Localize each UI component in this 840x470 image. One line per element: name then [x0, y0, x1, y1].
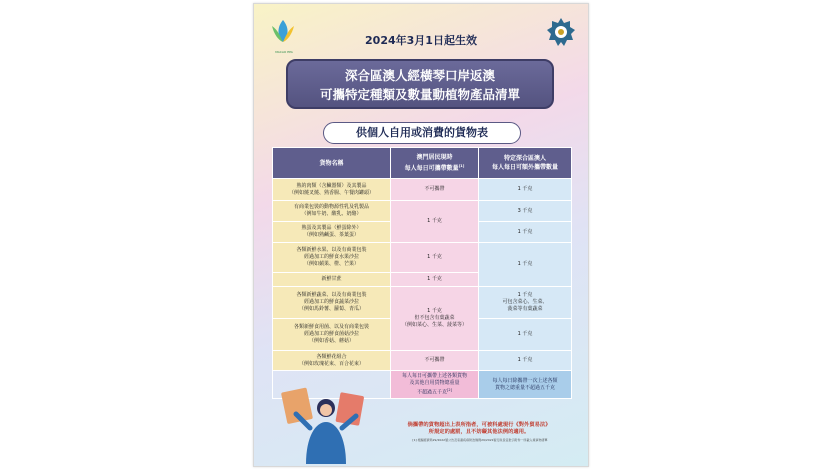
- row-current-merged: 1 千克: [391, 201, 479, 243]
- row-extra: 1 千克: [479, 179, 572, 201]
- goods-table: [272, 147, 572, 399]
- row-name: 各類鮮花組合 （例如玫瑰花束、百合花束）: [273, 351, 391, 371]
- row-current: 1 千克: [391, 243, 479, 273]
- row-current: 1 千克: [391, 273, 479, 287]
- main-title-line1: 深合區澳人經橫琴口岸返澳: [344, 68, 495, 83]
- total-extra: 每人每日除攜帶一次上述各類 貨物之總重量不超過五千克: [479, 371, 572, 399]
- row-name: 各類新鮮水果、以及有商業包裝 經過加工的鮮食水果沙拉 （例如蘋果、橙、芒果）: [273, 243, 391, 273]
- row-extra: 1 千克: [479, 319, 572, 351]
- row-name: 有商業包裝的動物源性乳及乳製品 （例如牛奶、酸乳、奶酪）: [273, 201, 391, 222]
- row-current-merged: 1 千克 但不包含有葉蔬菜 （例如菜心、生菜、菠菜等）: [391, 287, 479, 351]
- total-current: 每人每日可攜帶上述各類貨物 及其他自用貨物總重量 不超過五千克[2]: [391, 371, 479, 399]
- org-label: MACAO EPA: [275, 50, 293, 54]
- section-title: 供個人自用或消費的貨物表: [323, 122, 521, 144]
- legal-footnote: [1] 根據經濟局29/2022號公告及家畜疾病防治條例29/2021號行政長官批示附件一所載入境貨物清單: [412, 438, 548, 442]
- header-goods-name: 貨物名稱: [273, 148, 391, 179]
- row-current: 不可攜帶: [391, 179, 479, 201]
- row-extra: 1 千克: [479, 222, 572, 243]
- row-name: 各類新鮮食用菌、以及有商業包裝 經過加工的鮮食菌菇沙拉 （例如香菇、蘑菇）: [273, 319, 391, 351]
- row-extra: 1 千克: [479, 351, 572, 371]
- row-name: 熟蛋及其製品（鮮蛋除外） （例如熟鹹蛋、茶葉蛋）: [273, 222, 391, 243]
- row-name: 各類新鮮蔬菜、以及有商業包裝 經過加工的鮮食蔬菜沙拉 （例如馬鈴薯、蘿蔔、青瓜）: [273, 287, 391, 319]
- effective-date-title: 2024年3月1日起生效: [365, 34, 477, 47]
- row-extra-merged: 1 千克: [479, 243, 572, 287]
- row-name: 熟的肉類（含臟器類）及其製品 （例如燒叉燒、熟香腸、午餐肉罐頭）: [273, 179, 391, 201]
- regulation-poster: [253, 3, 589, 467]
- customs-emblem-icon: [546, 17, 576, 47]
- main-title-line2: 可攜特定種類及數量動植物產品清單: [319, 87, 520, 102]
- shopper-illustration: [276, 376, 376, 464]
- row-extra: 3 千克: [479, 201, 572, 222]
- macao-epa-logo: [268, 16, 298, 54]
- row-current: 不可攜帶: [391, 351, 479, 371]
- main-title-banner: [286, 59, 554, 109]
- header-extra-allowance: 特定深合區澳人 每人每日可額外攜帶數量: [479, 148, 572, 179]
- row-extra: 1 千克 可包含菜心、生菜、 菠菜等有葉蔬菜: [479, 287, 572, 319]
- row-name: 新鮮甘蔗: [273, 273, 391, 287]
- penalty-note: 倘攜帶的貨物超出上表所指者，可被科處現行《對外貿易法》 所規定的處罰，且不妨礙其他法例的適用。: [407, 422, 551, 435]
- header-current-allowance: 澳門居民現時 每人每日可攜帶數量[1]: [391, 148, 479, 179]
